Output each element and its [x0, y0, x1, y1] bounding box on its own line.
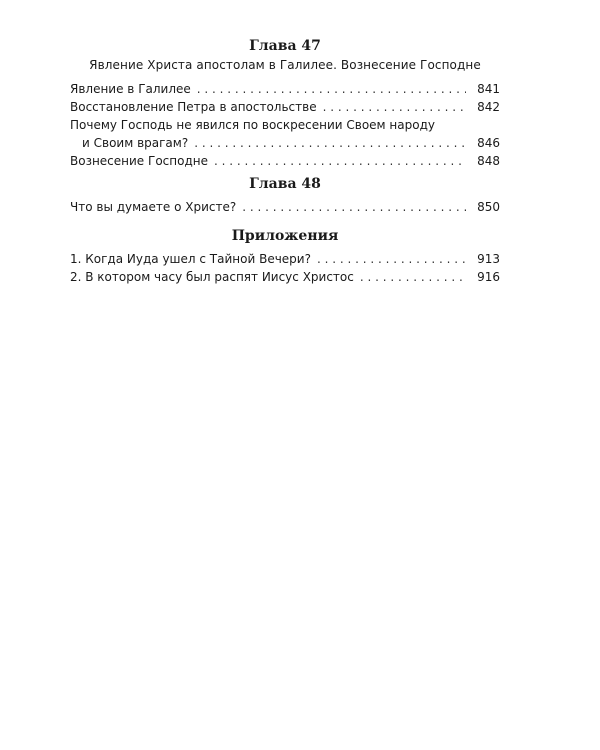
- toc-entry-title: Что вы думаете о Христе?: [70, 200, 237, 214]
- dot-leader: [242, 198, 466, 216]
- toc-entry-page: 846: [477, 136, 500, 150]
- toc-entry[interactable]: [70, 250, 500, 268]
- dot-leader: [197, 80, 466, 98]
- toc-entry-title: 2. В котором часу был распят Иисус Христос: [70, 270, 354, 284]
- toc-entry-title: 1. Когда Иуда ушел с Тайной Вечери?: [70, 252, 311, 266]
- chapter-47-title: Глава 47: [249, 38, 321, 54]
- toc-entry[interactable]: [70, 80, 500, 98]
- chapter-47-subtitle: Явление Христа апостолам в Галилее. Вознесение Господне: [89, 58, 481, 72]
- toc-entry-title: Вознесение Господне: [70, 154, 208, 168]
- toc-entry[interactable]: [70, 268, 500, 286]
- toc-entry-page: 850: [477, 200, 500, 214]
- dot-leader: [317, 250, 466, 268]
- toc-entry-page: 842: [477, 100, 500, 114]
- toc-entry-title-line1: Почему Господь не явился по воскресении Своем народу: [70, 118, 435, 132]
- toc-entry[interactable]: [70, 198, 500, 216]
- toc-entry[interactable]: [70, 98, 500, 116]
- toc-entry-page: 913: [477, 252, 500, 266]
- toc-entry[interactable]: [70, 116, 500, 152]
- dot-leader: [360, 268, 466, 286]
- dot-leader: [323, 98, 466, 116]
- toc-entry-title: Явление в Галилее: [70, 82, 191, 96]
- table-of-contents: [70, 36, 500, 286]
- dot-leader: [214, 152, 466, 170]
- toc-entry[interactable]: [70, 152, 500, 170]
- toc-entry-page: 916: [477, 270, 500, 284]
- toc-entry-title: Восстановление Петра в апостольстве: [70, 100, 317, 114]
- toc-entry-title-line2: и Своим врагам?: [82, 136, 189, 150]
- dot-leader: [194, 134, 466, 152]
- toc-entry-page: 848: [477, 154, 500, 168]
- toc-entry-page: 841: [477, 82, 500, 96]
- chapter-48-title: Глава 48: [249, 176, 321, 192]
- appendix-title: Приложения: [231, 228, 339, 244]
